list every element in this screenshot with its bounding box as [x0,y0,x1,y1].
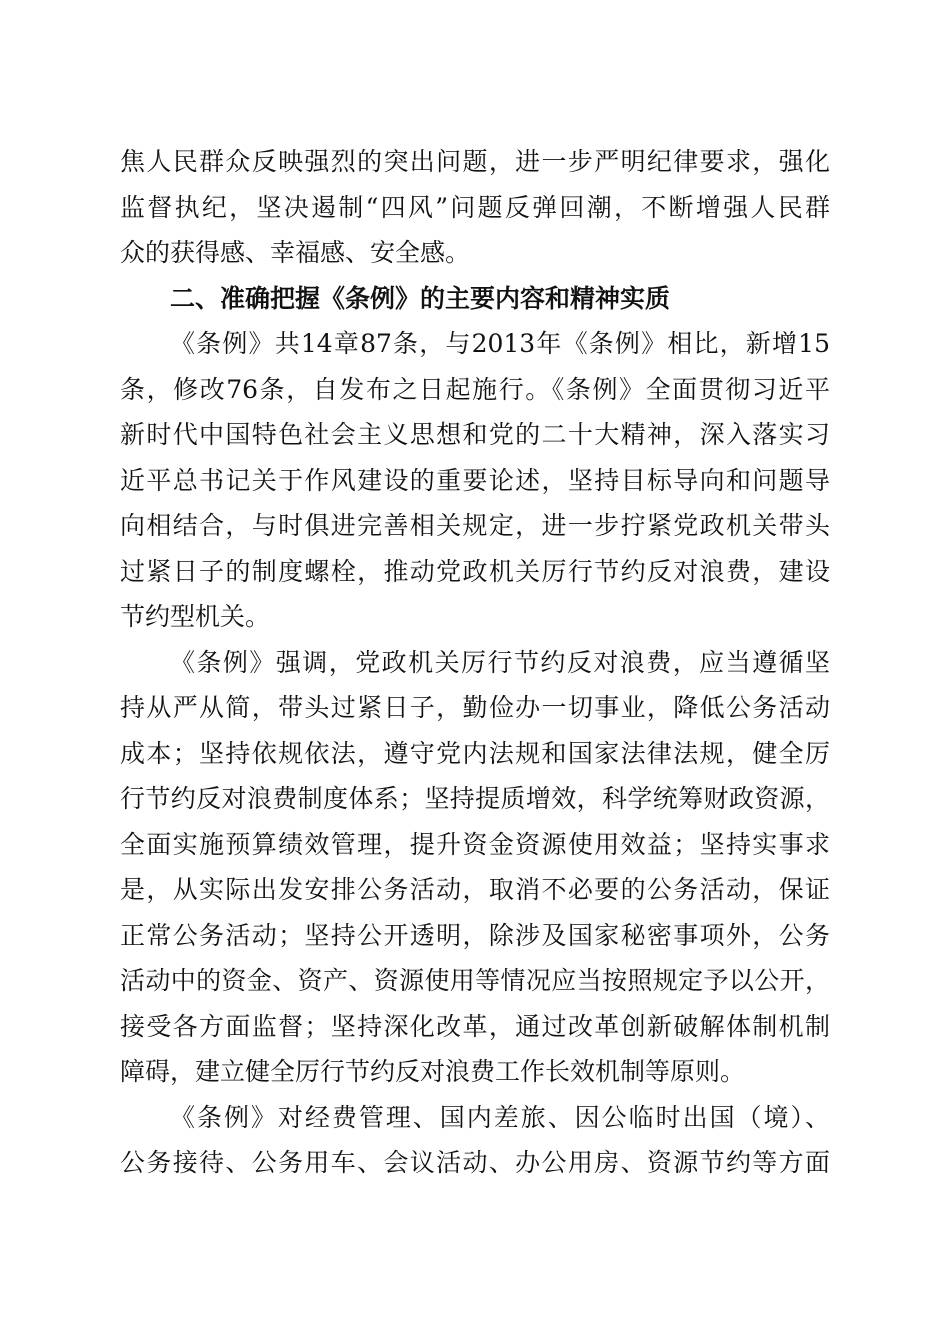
text-line: 全面实施预算绩效管理，提升资金资源使用效益；坚持实事求 [120,830,830,859]
section-heading: 二、准确把握《条例》的主要内容和精神实质 [170,284,671,313]
text-line: 接受各方面监督；坚持深化改革，通过改革创新破解体制机制 [120,1012,830,1041]
text-line: 《条例》对经费管理、国内差旅、因公临时出国（境）、 [170,1103,830,1132]
text-line: 障碍，建立健全厉行节约反对浪费工作长效机制等原则。 [120,1057,746,1086]
text-line: 近平总书记关于作风建设的重要论述，坚持目标导向和问题导 [120,466,830,495]
text-line: 《条例》强调，党政机关厉行节约反对浪费，应当遵循坚 [170,648,830,677]
text-line: 持从严从简，带头过紧日子，勤俭办一切事业，降低公务活动 [120,693,830,722]
text-line: 焦人民群众反映强烈的突出问题，进一步严明纪律要求，强化 [120,147,830,176]
text-line: 行节约反对浪费制度体系；坚持提质增效，科学统筹财政资源， [120,784,830,813]
text-line: 节约型机关。 [120,602,271,631]
text-line: 正常公务活动；坚持公开透明，除涉及国家秘密事项外，公务 [120,921,830,950]
text-line: 成本；坚持依规依法，遵守党内法规和国家法律法规，健全厉 [120,739,830,768]
text-line: 众的获得感、幸福感、安全感。 [120,238,471,267]
text-line: 条，修改76条，自发布之日起施行。《条例》全面贯彻习近平 [120,375,830,404]
text-line: 向相结合，与时俱进完善相关规定，进一步拧紧党政机关带头 [120,511,830,540]
text-line: 《条例》共14章87条，与2013年《条例》相比，新增15 [170,329,830,358]
text-line: 新时代中国特色社会主义思想和党的二十大精神，深入落实习 [120,420,830,449]
text-line: 公务接待、公务用车、会议活动、办公用房、资源节约等方面 [120,1148,830,1177]
text-line: 活动中的资金、资产、资源使用等情况应当按照规定予以公开， [120,966,830,995]
text-line: 监督执纪，坚决遏制“四风”问题反弹回潮，不断增强人民群 [120,193,830,222]
text-line: 是，从实际出发安排公务活动，取消不必要的公务活动，保证 [120,875,830,904]
text-line: 过紧日子的制度螺栓，推动党政机关厉行节约反对浪费，建设 [120,557,830,586]
